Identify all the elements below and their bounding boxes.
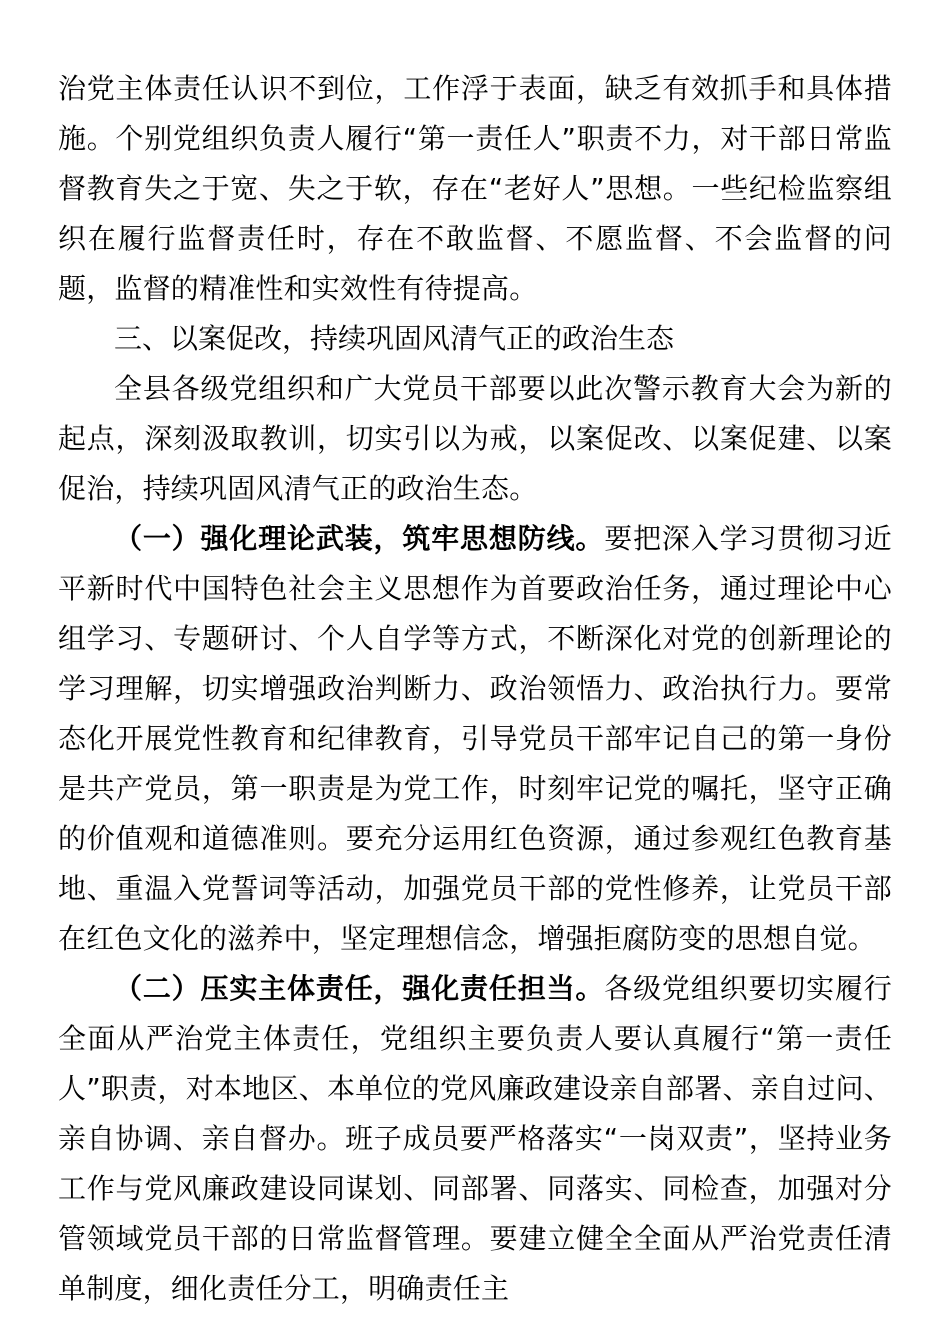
subsection-1-lead: （一）强化理论武装，筑牢思想防线。 xyxy=(114,522,605,555)
section-heading: 三、以案促改，持续巩固风清气正的政治生态 xyxy=(114,322,675,355)
subsection-2-text: 各级党组织要切实履行全面从严治党主体责任，党组织主要负责人要认真履行“第一责任人”职责，对本地区、本单位的党风廉政建设亲自部署、亲自过问、亲自协调、亲自督办。班子成员要严格落实“一岗双责”，坚持业务工作与党风廉政建设同谋划、同部署、同落实、同检查，加强对分管领域党员干部的日常监督管理。要建立健全全面从严治党责任清单制度，细化责任分工，明确责任主 xyxy=(58,972,892,1305)
paragraph-subsection-1 xyxy=(58,514,892,964)
paragraph-body: 全县各级党组织和广大党员干部要以此次警示教育大会为新的起点，深刻汲取教训，切实引以为戒，以案促改、以案促建、以案促治，持续巩固风清气正的政治生态。 xyxy=(58,372,892,505)
subsection-1-text: 要把深入学习贯彻习近平新时代中国特色社会主义思想作为首要政治任务，通过理论中心组学习、专题研讨、个人自学等方式，不断深化对党的创新理论的学习理解，切实增强政治判断力、政治领悟力、政治执行力。要常态化开展党性教育和纪律教育，引导党员干部牢记自己的第一身份是共产党员，第一职责是为党工作，时刻牢记党的嘱托，坚守正确的价值观和道德准则。要充分运用红色资源，通过参观红色教育基地、重温入党誓词等活动，加强党员干部的党性修养，让党员干部在红色文化的滋养中，坚定理想信念，增强拒腐防变的思想自觉。 xyxy=(58,522,892,955)
document-page xyxy=(58,64,892,1314)
paragraph-continuation: 治党主体责任认识不到位，工作浮于表面，缺乏有效抓手和具体措施。个别党组织负责人履行“第一责任人”职责不力，对干部日常监督教育失之于宽、失之于软，存在“老好人”思想。一些纪检监察组织在履行监督责任时，存在不敢监督、不愿监督、不会监督的问题，监督的精准性和实效性有待提高。 xyxy=(58,72,892,305)
subsection-2-lead: （二）压实主体责任，强化责任担当。 xyxy=(114,972,605,1005)
paragraph-subsection-2 xyxy=(58,964,892,1314)
